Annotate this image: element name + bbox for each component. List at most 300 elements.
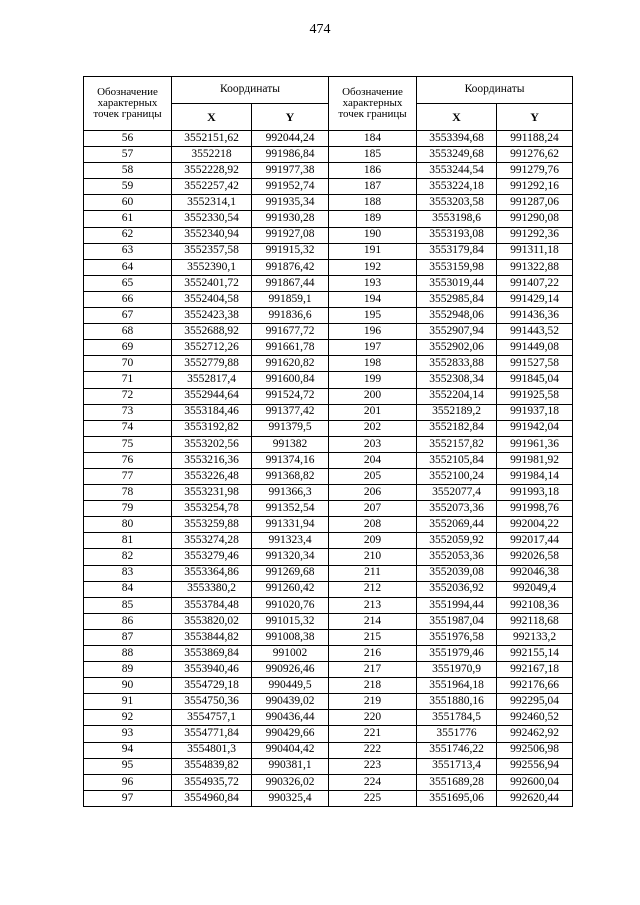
x-coordinate-right: 3551976,58 xyxy=(417,629,497,645)
y-coordinate-right: 992556,94 xyxy=(497,758,573,774)
y-coordinate-right: 991443,52 xyxy=(497,324,573,340)
table-row xyxy=(84,726,573,742)
y-coordinate-left: 991377,42 xyxy=(252,404,329,420)
y-coordinate-right: 991984,14 xyxy=(497,468,573,484)
y-coordinate-right: 992460,52 xyxy=(497,710,573,726)
x-coordinate-right: 3551746,22 xyxy=(417,742,497,758)
x-coordinate-left: 3554839,82 xyxy=(172,758,252,774)
point-number-left: 57 xyxy=(84,147,172,163)
x-coordinate-left: 3553274,28 xyxy=(172,533,252,549)
point-number-left: 69 xyxy=(84,340,172,356)
point-number-right: 185 xyxy=(329,147,417,163)
x-coordinate-left: 3552151,62 xyxy=(172,131,252,147)
x-header-right: X xyxy=(417,104,497,131)
y-coordinate-left: 991927,08 xyxy=(252,227,329,243)
point-number-left: 93 xyxy=(84,726,172,742)
point-header-right: Обозначение характерных точек границы xyxy=(329,77,417,131)
x-coordinate-right: 3552985,84 xyxy=(417,291,497,307)
table-row xyxy=(84,340,573,356)
x-coordinate-right: 3552189,2 xyxy=(417,404,497,420)
table-row xyxy=(84,227,573,243)
y-coordinate-right: 991290,08 xyxy=(497,211,573,227)
x-coordinate-right: 3551964,18 xyxy=(417,678,497,694)
x-coordinate-left: 3553226,48 xyxy=(172,468,252,484)
table-row xyxy=(84,485,573,501)
table-row xyxy=(84,662,573,678)
x-coordinate-left: 3552944,64 xyxy=(172,388,252,404)
x-coordinate-left: 3554729,18 xyxy=(172,678,252,694)
y-coordinate-right: 992017,44 xyxy=(497,533,573,549)
y-coordinate-right: 992026,58 xyxy=(497,549,573,565)
y-coordinate-left: 991859,1 xyxy=(252,291,329,307)
y-coordinate-right: 992133,2 xyxy=(497,629,573,645)
x-coordinate-left: 3553231,98 xyxy=(172,485,252,501)
x-coordinate-right: 3552039,08 xyxy=(417,565,497,581)
x-coordinate-left: 3552390,1 xyxy=(172,259,252,275)
point-number-right: 223 xyxy=(329,758,417,774)
x-coordinate-right: 3553203,58 xyxy=(417,195,497,211)
y-coordinate-left: 990436,44 xyxy=(252,710,329,726)
y-coordinate-right: 991993,18 xyxy=(497,485,573,501)
point-number-left: 97 xyxy=(84,790,172,806)
x-coordinate-left: 3554801,3 xyxy=(172,742,252,758)
table-row xyxy=(84,758,573,774)
y-coordinate-left: 991836,6 xyxy=(252,308,329,324)
y-coordinate-right: 992108,36 xyxy=(497,597,573,613)
y-coordinate-right: 991279,76 xyxy=(497,163,573,179)
y-coordinate-left: 991269,68 xyxy=(252,565,329,581)
y-coordinate-right: 991292,36 xyxy=(497,227,573,243)
point-number-right: 197 xyxy=(329,340,417,356)
y-coordinate-left: 990381,1 xyxy=(252,758,329,774)
y-coordinate-right: 991527,58 xyxy=(497,356,573,372)
table-row xyxy=(84,243,573,259)
y-coordinate-left: 991382 xyxy=(252,436,329,452)
y-coordinate-right: 991998,76 xyxy=(497,501,573,517)
y-coordinate-left: 991366,3 xyxy=(252,485,329,501)
point-number-right: 207 xyxy=(329,501,417,517)
y-coordinate-left: 992044,24 xyxy=(252,131,329,147)
x-coordinate-left: 3553844,82 xyxy=(172,629,252,645)
table-row xyxy=(84,291,573,307)
x-coordinate-left: 3552404,58 xyxy=(172,291,252,307)
point-number-right: 201 xyxy=(329,404,417,420)
point-number-left: 72 xyxy=(84,388,172,404)
y-coordinate-left: 991935,34 xyxy=(252,195,329,211)
y-coordinate-left: 991379,5 xyxy=(252,420,329,436)
y-coordinate-right: 991845,04 xyxy=(497,372,573,388)
point-number-left: 81 xyxy=(84,533,172,549)
y-coordinate-right: 991449,08 xyxy=(497,340,573,356)
x-coordinate-left: 3552340,94 xyxy=(172,227,252,243)
x-coordinate-right: 3553159,98 xyxy=(417,259,497,275)
table-row xyxy=(84,275,573,291)
y-coordinate-left: 991620,82 xyxy=(252,356,329,372)
point-number-right: 186 xyxy=(329,163,417,179)
table-row xyxy=(84,372,573,388)
x-coordinate-right: 3552948,06 xyxy=(417,308,497,324)
point-number-left: 68 xyxy=(84,324,172,340)
y-coordinate-right: 992049,4 xyxy=(497,581,573,597)
x-coordinate-right: 3551695,06 xyxy=(417,790,497,806)
point-number-left: 95 xyxy=(84,758,172,774)
x-coordinate-left: 3553364,86 xyxy=(172,565,252,581)
x-coordinate-right: 3551713,4 xyxy=(417,758,497,774)
x-coordinate-right: 3551776 xyxy=(417,726,497,742)
table-row xyxy=(84,420,573,436)
table-row xyxy=(84,163,573,179)
table-row xyxy=(84,678,573,694)
y-coordinate-right: 992176,66 xyxy=(497,678,573,694)
x-coordinate-left: 3553184,46 xyxy=(172,404,252,420)
y-coordinate-left: 991002 xyxy=(252,646,329,662)
y-coordinate-right: 991942,04 xyxy=(497,420,573,436)
y-coordinate-right: 992600,04 xyxy=(497,774,573,790)
point-number-right: 215 xyxy=(329,629,417,645)
point-number-left: 64 xyxy=(84,259,172,275)
y-coordinate-right: 992118,68 xyxy=(497,613,573,629)
x-coordinate-left: 3552330,54 xyxy=(172,211,252,227)
x-coordinate-left: 3553216,36 xyxy=(172,452,252,468)
x-coordinate-left: 3552779,88 xyxy=(172,356,252,372)
point-number-left: 88 xyxy=(84,646,172,662)
point-number-left: 90 xyxy=(84,678,172,694)
x-coordinate-right: 3552833,88 xyxy=(417,356,497,372)
table-row xyxy=(84,147,573,163)
x-coordinate-left: 3554960,84 xyxy=(172,790,252,806)
x-coordinate-left: 3553380,2 xyxy=(172,581,252,597)
y-coordinate-right: 992620,44 xyxy=(497,790,573,806)
y-coordinate-left: 991374,16 xyxy=(252,452,329,468)
x-coordinate-left: 3552817,4 xyxy=(172,372,252,388)
x-coordinate-left: 3553259,88 xyxy=(172,517,252,533)
y-coordinate-left: 990439,02 xyxy=(252,694,329,710)
y-coordinate-left: 991661,78 xyxy=(252,340,329,356)
x-coordinate-right: 3552182,84 xyxy=(417,420,497,436)
x-coordinate-right: 3552907,94 xyxy=(417,324,497,340)
x-coordinate-left: 3553940,46 xyxy=(172,662,252,678)
x-coordinate-right: 3552073,36 xyxy=(417,501,497,517)
x-coordinate-left: 3552257,42 xyxy=(172,179,252,195)
point-number-left: 60 xyxy=(84,195,172,211)
point-number-right: 220 xyxy=(329,710,417,726)
x-coordinate-left: 3552401,72 xyxy=(172,275,252,291)
x-coordinate-left: 3553784,48 xyxy=(172,597,252,613)
y-coordinate-right: 991311,18 xyxy=(497,243,573,259)
y-coordinate-left: 991331,94 xyxy=(252,517,329,533)
point-number-right: 200 xyxy=(329,388,417,404)
point-number-right: 190 xyxy=(329,227,417,243)
point-number-left: 84 xyxy=(84,581,172,597)
table-row xyxy=(84,404,573,420)
x-coordinate-left: 3553820,02 xyxy=(172,613,252,629)
y-coordinate-right: 991925,58 xyxy=(497,388,573,404)
point-number-right: 192 xyxy=(329,259,417,275)
x-coordinate-left: 3554757,1 xyxy=(172,710,252,726)
point-number-right: 187 xyxy=(329,179,417,195)
y-header-left: Y xyxy=(252,104,329,131)
table-row xyxy=(84,646,573,662)
point-number-right: 225 xyxy=(329,790,417,806)
x-coordinate-left: 3553202,56 xyxy=(172,436,252,452)
point-number-left: 75 xyxy=(84,436,172,452)
y-coordinate-right: 992295,04 xyxy=(497,694,573,710)
y-coordinate-left: 991020,76 xyxy=(252,597,329,613)
x-coordinate-right: 3553249,68 xyxy=(417,147,497,163)
y-coordinate-left: 990326,02 xyxy=(252,774,329,790)
x-coordinate-left: 3552314,1 xyxy=(172,195,252,211)
y-coordinate-left: 991677,72 xyxy=(252,324,329,340)
table-row xyxy=(84,581,573,597)
x-header-left: X xyxy=(172,104,252,131)
table-row xyxy=(84,597,573,613)
point-number-right: 211 xyxy=(329,565,417,581)
point-number-right: 212 xyxy=(329,581,417,597)
x-coordinate-left: 3553869,84 xyxy=(172,646,252,662)
x-coordinate-right: 3551979,46 xyxy=(417,646,497,662)
table-row xyxy=(84,629,573,645)
point-number-right: 194 xyxy=(329,291,417,307)
x-coordinate-right: 3551970,9 xyxy=(417,662,497,678)
point-number-left: 85 xyxy=(84,597,172,613)
y-coordinate-right: 992155,14 xyxy=(497,646,573,662)
table-row xyxy=(84,501,573,517)
x-coordinate-left: 3552357,58 xyxy=(172,243,252,259)
table-row xyxy=(84,742,573,758)
x-coordinate-right: 3553224,18 xyxy=(417,179,497,195)
x-coordinate-right: 3552105,84 xyxy=(417,452,497,468)
point-number-left: 78 xyxy=(84,485,172,501)
y-coordinate-right: 991287,06 xyxy=(497,195,573,211)
page-number: 474 xyxy=(309,22,331,37)
x-coordinate-right: 3551994,44 xyxy=(417,597,497,613)
table-row xyxy=(84,790,573,806)
table-row xyxy=(84,211,573,227)
y-coordinate-left: 991524,72 xyxy=(252,388,329,404)
point-number-right: 195 xyxy=(329,308,417,324)
coords-header-right: Координаты xyxy=(417,77,573,104)
y-coordinate-left: 991876,42 xyxy=(252,259,329,275)
point-number-right: 205 xyxy=(329,468,417,484)
y-coordinate-right: 992167,18 xyxy=(497,662,573,678)
point-number-right: 202 xyxy=(329,420,417,436)
table-header xyxy=(84,77,573,131)
y-coordinate-left: 991915,32 xyxy=(252,243,329,259)
y-coordinate-left: 991952,74 xyxy=(252,179,329,195)
y-coordinate-left: 991977,38 xyxy=(252,163,329,179)
y-coordinate-left: 991320,34 xyxy=(252,549,329,565)
table-row xyxy=(84,179,573,195)
y-coordinate-left: 991015,32 xyxy=(252,613,329,629)
y-coordinate-left: 991323,4 xyxy=(252,533,329,549)
y-coordinate-right: 991276,62 xyxy=(497,147,573,163)
x-coordinate-left: 3553192,82 xyxy=(172,420,252,436)
point-number-right: 208 xyxy=(329,517,417,533)
x-coordinate-right: 3553244,54 xyxy=(417,163,497,179)
x-coordinate-left: 3553254,78 xyxy=(172,501,252,517)
point-number-left: 59 xyxy=(84,179,172,195)
table-row xyxy=(84,710,573,726)
table-row xyxy=(84,195,573,211)
x-coordinate-right: 3553019,44 xyxy=(417,275,497,291)
point-number-left: 77 xyxy=(84,468,172,484)
x-coordinate-right: 3553198,6 xyxy=(417,211,497,227)
table-body xyxy=(84,131,573,807)
table-row xyxy=(84,549,573,565)
y-coordinate-left: 991260,42 xyxy=(252,581,329,597)
table-row xyxy=(84,259,573,275)
point-number-right: 198 xyxy=(329,356,417,372)
table-row xyxy=(84,388,573,404)
y-coordinate-right: 991188,24 xyxy=(497,131,573,147)
point-number-left: 58 xyxy=(84,163,172,179)
point-number-right: 210 xyxy=(329,549,417,565)
y-coordinate-left: 991368,82 xyxy=(252,468,329,484)
x-coordinate-right: 3552204,14 xyxy=(417,388,497,404)
table-row xyxy=(84,324,573,340)
x-coordinate-right: 3553394,68 xyxy=(417,131,497,147)
x-coordinate-right: 3552902,06 xyxy=(417,340,497,356)
x-coordinate-right: 3553193,08 xyxy=(417,227,497,243)
x-coordinate-right: 3553179,84 xyxy=(417,243,497,259)
y-coordinate-left: 991352,54 xyxy=(252,501,329,517)
point-number-left: 65 xyxy=(84,275,172,291)
table-row xyxy=(84,452,573,468)
point-number-left: 61 xyxy=(84,211,172,227)
y-coordinate-right: 992046,38 xyxy=(497,565,573,581)
x-coordinate-left: 3554750,36 xyxy=(172,694,252,710)
point-number-right: 188 xyxy=(329,195,417,211)
table-row xyxy=(84,613,573,629)
x-coordinate-left: 3554935,72 xyxy=(172,774,252,790)
point-number-left: 79 xyxy=(84,501,172,517)
x-coordinate-left: 3552423,38 xyxy=(172,308,252,324)
point-number-left: 80 xyxy=(84,517,172,533)
point-number-right: 209 xyxy=(329,533,417,549)
y-coordinate-right: 991937,18 xyxy=(497,404,573,420)
y-coordinate-right: 992004,22 xyxy=(497,517,573,533)
x-coordinate-left: 3552218 xyxy=(172,147,252,163)
table-row xyxy=(84,774,573,790)
point-number-left: 92 xyxy=(84,710,172,726)
point-number-right: 204 xyxy=(329,452,417,468)
point-number-left: 74 xyxy=(84,420,172,436)
x-coordinate-right: 3552100,24 xyxy=(417,468,497,484)
y-coordinate-left: 990325,4 xyxy=(252,790,329,806)
y-coordinate-left: 990429,66 xyxy=(252,726,329,742)
point-number-left: 67 xyxy=(84,308,172,324)
point-number-right: 224 xyxy=(329,774,417,790)
y-coordinate-right: 991322,88 xyxy=(497,259,573,275)
point-number-right: 219 xyxy=(329,694,417,710)
y-coordinate-right: 991292,16 xyxy=(497,179,573,195)
x-coordinate-right: 3551880,16 xyxy=(417,694,497,710)
point-number-left: 76 xyxy=(84,452,172,468)
y-coordinate-left: 990404,42 xyxy=(252,742,329,758)
x-coordinate-right: 3552077,4 xyxy=(417,485,497,501)
table-row xyxy=(84,436,573,452)
point-number-right: 203 xyxy=(329,436,417,452)
y-coordinate-right: 991436,36 xyxy=(497,308,573,324)
table-row xyxy=(84,533,573,549)
point-number-right: 189 xyxy=(329,211,417,227)
point-number-left: 94 xyxy=(84,742,172,758)
point-number-right: 213 xyxy=(329,597,417,613)
y-coordinate-left: 990926,46 xyxy=(252,662,329,678)
table-row xyxy=(84,131,573,147)
y-coordinate-left: 991986,84 xyxy=(252,147,329,163)
y-coordinate-right: 991429,14 xyxy=(497,291,573,307)
x-coordinate-left: 3552228,92 xyxy=(172,163,252,179)
x-coordinate-right: 3552036,92 xyxy=(417,581,497,597)
point-number-right: 218 xyxy=(329,678,417,694)
y-coordinate-right: 991407,22 xyxy=(497,275,573,291)
y-coordinate-right: 991961,36 xyxy=(497,436,573,452)
y-coordinate-left: 991600,84 xyxy=(252,372,329,388)
table-row xyxy=(84,468,573,484)
point-number-left: 83 xyxy=(84,565,172,581)
x-coordinate-right: 3552069,44 xyxy=(417,517,497,533)
point-number-left: 82 xyxy=(84,549,172,565)
table-row xyxy=(84,356,573,372)
point-number-left: 56 xyxy=(84,131,172,147)
point-number-right: 193 xyxy=(329,275,417,291)
x-coordinate-left: 3552688,92 xyxy=(172,324,252,340)
point-number-left: 91 xyxy=(84,694,172,710)
x-coordinate-right: 3551784,5 xyxy=(417,710,497,726)
point-number-left: 62 xyxy=(84,227,172,243)
x-coordinate-right: 3552059,92 xyxy=(417,533,497,549)
point-number-right: 191 xyxy=(329,243,417,259)
x-coordinate-left: 3553279,46 xyxy=(172,549,252,565)
point-number-left: 73 xyxy=(84,404,172,420)
point-number-left: 71 xyxy=(84,372,172,388)
x-coordinate-right: 3551987,04 xyxy=(417,613,497,629)
y-coordinate-right: 992506,98 xyxy=(497,742,573,758)
x-coordinate-right: 3552308,34 xyxy=(417,372,497,388)
y-coordinate-left: 991930,28 xyxy=(252,211,329,227)
point-number-left: 86 xyxy=(84,613,172,629)
point-number-left: 87 xyxy=(84,629,172,645)
point-number-right: 196 xyxy=(329,324,417,340)
y-header-right: Y xyxy=(497,104,573,131)
table-row xyxy=(84,565,573,581)
y-coordinate-right: 992462,92 xyxy=(497,726,573,742)
point-header-left: Обозначение характерных точек границы xyxy=(84,77,172,131)
x-coordinate-left: 3552712,26 xyxy=(172,340,252,356)
point-number-left: 70 xyxy=(84,356,172,372)
point-number-right: 221 xyxy=(329,726,417,742)
table-row xyxy=(84,308,573,324)
point-number-right: 206 xyxy=(329,485,417,501)
coordinates-table xyxy=(83,76,573,807)
x-coordinate-left: 3554771,84 xyxy=(172,726,252,742)
x-coordinate-right: 3552053,36 xyxy=(417,549,497,565)
point-number-right: 199 xyxy=(329,372,417,388)
coords-header-left: Координаты xyxy=(172,77,329,104)
point-number-left: 63 xyxy=(84,243,172,259)
point-number-right: 217 xyxy=(329,662,417,678)
table-row xyxy=(84,694,573,710)
y-coordinate-right: 991981,92 xyxy=(497,452,573,468)
y-coordinate-left: 990449,5 xyxy=(252,678,329,694)
x-coordinate-right: 3551689,28 xyxy=(417,774,497,790)
point-number-left: 66 xyxy=(84,291,172,307)
point-number-right: 216 xyxy=(329,646,417,662)
point-number-left: 96 xyxy=(84,774,172,790)
x-coordinate-right: 3552157,82 xyxy=(417,436,497,452)
point-number-right: 184 xyxy=(329,131,417,147)
